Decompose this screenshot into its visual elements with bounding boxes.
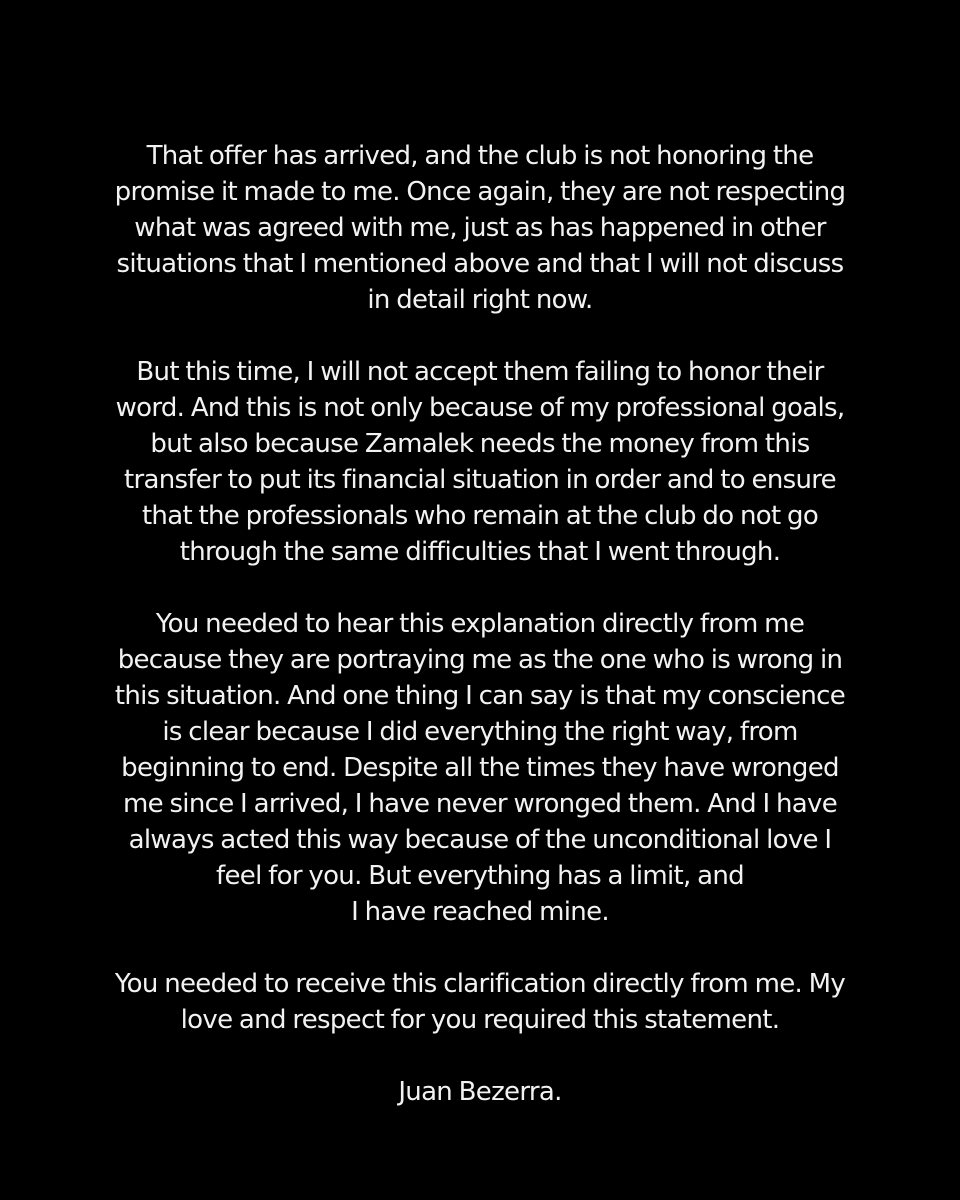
statement-text: [80, 138, 880, 1110]
text-line: But this time, I will not accept them failing to honor their: [136, 357, 824, 387]
text-line: promise it made to me. Once again, they are not respecting: [114, 177, 846, 207]
text-line: what was agreed with me, just as has happened in other: [134, 213, 826, 243]
signature: Juan Bezerra.: [398, 1077, 562, 1107]
text-line: situations that I mentioned above and that I will not discuss: [116, 249, 844, 279]
text-line: You needed to receive this clarification directly from me. My: [114, 969, 846, 999]
paragraph-explanation: [80, 606, 880, 930]
text-line: I have reached mine.: [351, 897, 609, 927]
text-line: word. And this is not only because of my professional goals,: [115, 393, 845, 423]
text-line: You needed to hear this explanation directly from me: [155, 609, 805, 639]
text-line: me since I arrived, I have never wronged them. And I have: [122, 789, 838, 819]
text-line: that the professionals who remain at the club do not go: [141, 501, 819, 531]
text-line: is clear because I did everything the right way, from: [162, 717, 798, 747]
text-line: in detail right now.: [367, 285, 593, 315]
text-line: but also because Zamalek needs the money from this: [150, 429, 810, 459]
text-line: through the same difficulties that I went through.: [179, 537, 781, 567]
paragraph-offer: [80, 138, 880, 318]
paragraph-this-time: [80, 354, 880, 570]
text-line: That offer has arrived, and the club is not honoring the: [146, 141, 814, 171]
text-line: love and respect for you required this statement.: [180, 1005, 780, 1035]
paragraph-clarification: [80, 966, 880, 1038]
text-line: feel for you. But everything has a limit, and: [216, 861, 744, 891]
text-line: because they are portraying me as the one who is wrong in: [117, 645, 843, 675]
text-line: this situation. And one thing I can say is that my conscience: [114, 681, 846, 711]
text-line: always acted this way because of the unconditional love I: [128, 825, 832, 855]
text-line: transfer to put its financial situation in order and to ensure: [124, 465, 836, 495]
text-line: beginning to end. Despite all the times they have wronged: [121, 753, 839, 783]
